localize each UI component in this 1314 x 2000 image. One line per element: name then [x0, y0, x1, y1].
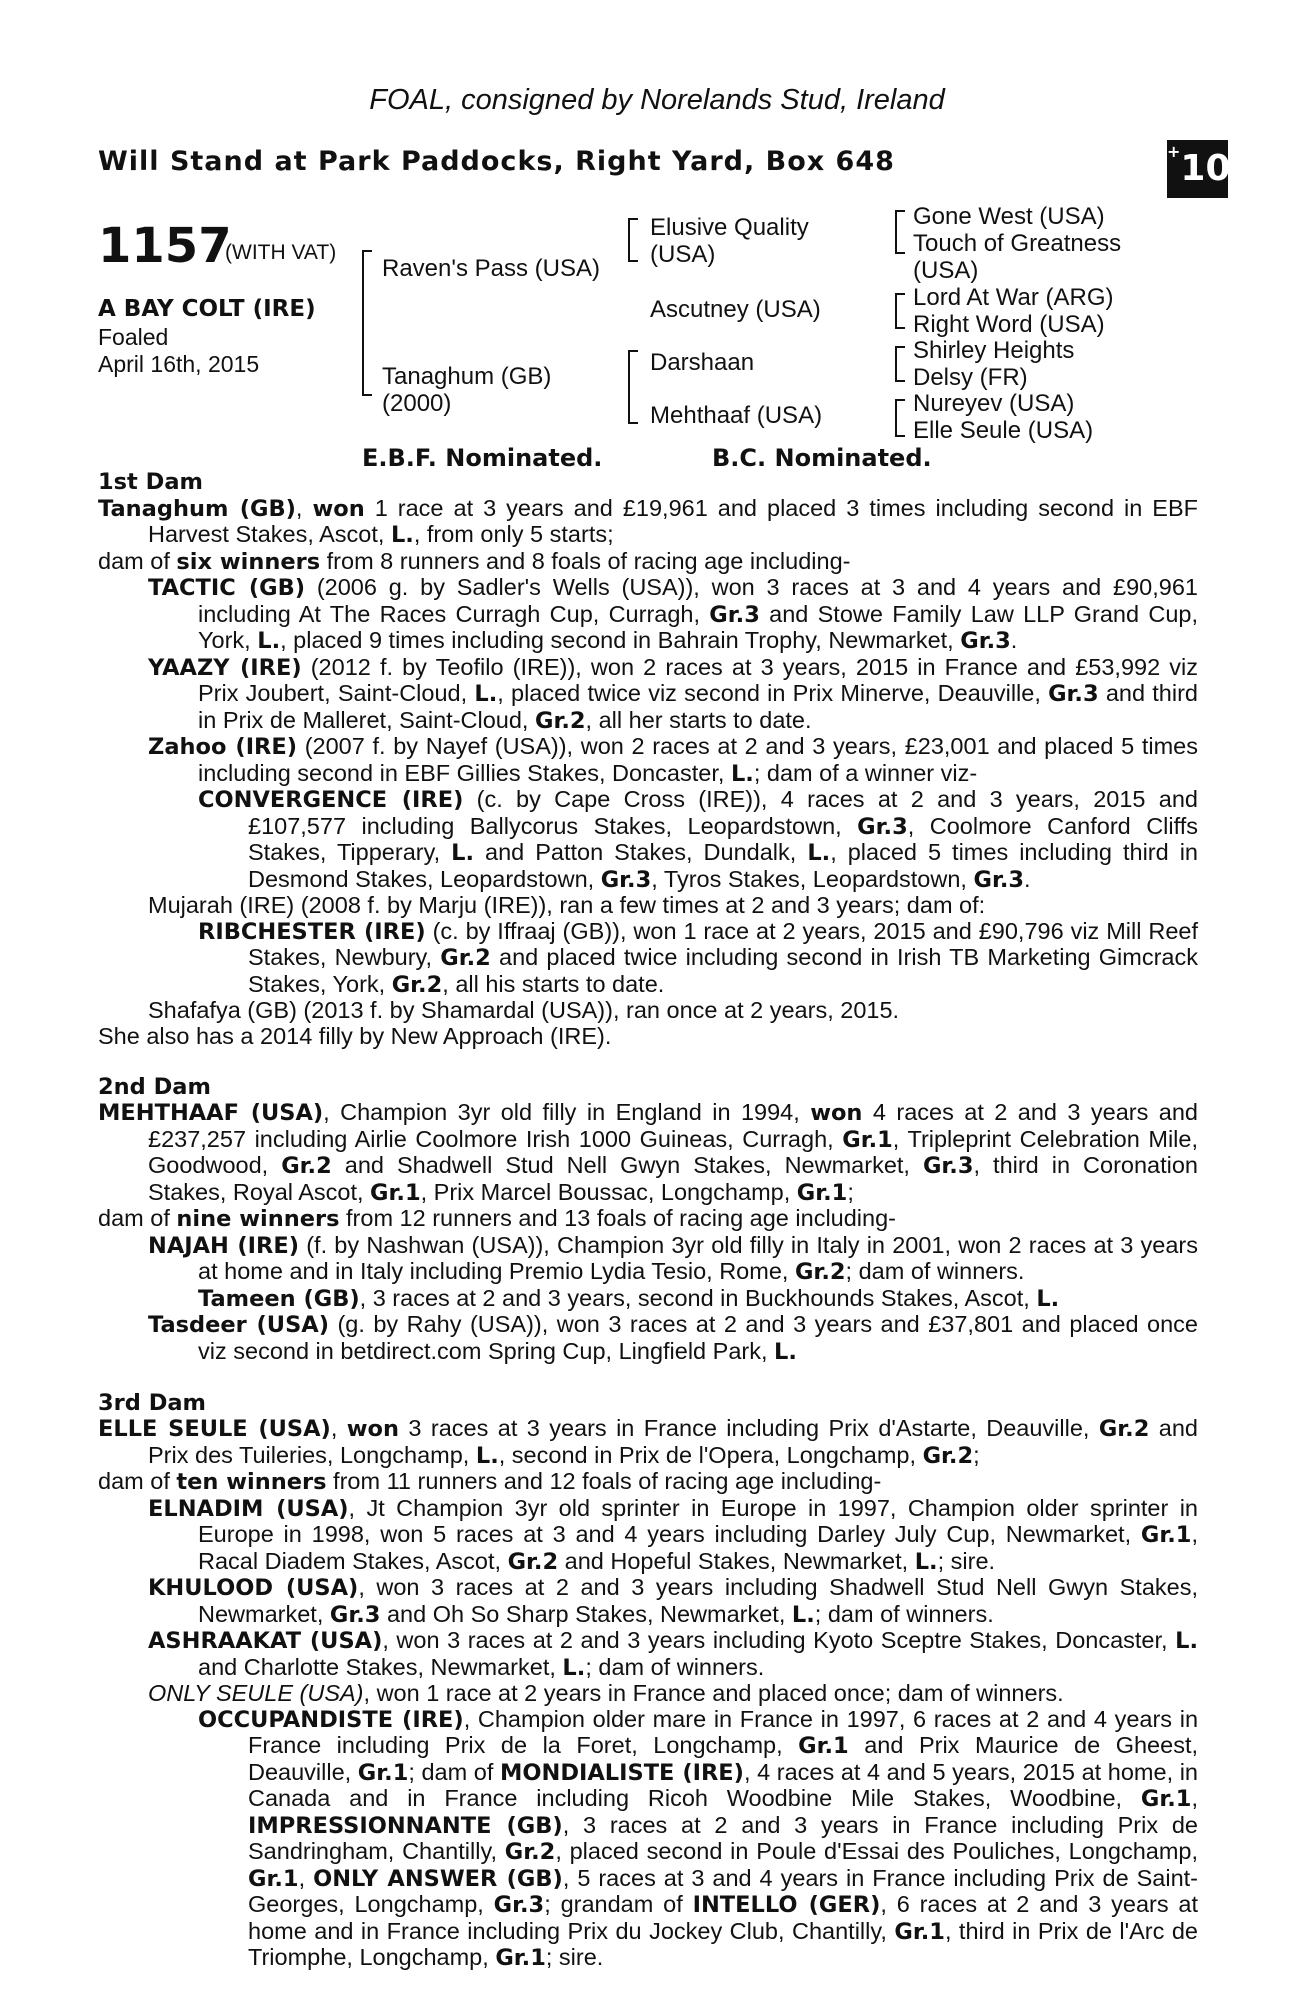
- second-dam-entry: MEHTHAAF (USA), Champion 3yr old filly in England in 1994, won 4 races at 2 and 3 years and £237,257 including Airlie Coolmore Irish 1000 Guineas, Curragh, Gr.1, Tripleprint Celebration Mile, Goodwood, Gr.2 and Shadwell Stud Nell Gwyn Stakes, Newmarket, Gr.3, third in Coronation Stakes, Royal Ascot, Gr.1, Prix Marcel Boussac, Longchamp, Gr.1;: [98, 1099, 1199, 1206]
- pedigree-g4: Right Word (USA): [913, 311, 1105, 338]
- progeny-only-seule: ONLY SEULE (USA), won 1 race at 2 years in France and placed once; dam of winners.: [148, 1680, 1064, 1706]
- progeny-najah: NAJAH (IRE) (f. by Nashwan (USA)), Champion 3yr old filly in Italy in 2001, won 2 races at 3 years at home and in Italy including Premio Lydia Tesio, Rome, Gr.2; dam of winners.: [148, 1231, 1199, 1285]
- consignor-line: FOAL, consigned by Norelands Stud, Ireland: [369, 84, 945, 116]
- second-dam-produce: dam of nine winners from 12 runners and 13 foals of racing age including-: [98, 1205, 896, 1232]
- foaled-date: April 16th, 2015: [98, 351, 260, 377]
- pedigree-brace: [628, 218, 638, 262]
- second-dam-heading: 2nd Dam: [98, 1073, 211, 1100]
- third-dam-heading: 3rd Dam: [98, 1389, 206, 1416]
- first-dam-produce: dam of six winners from 8 runners and 8 foals of racing age including-: [98, 547, 851, 575]
- pedigree-brace: [895, 210, 905, 254]
- progeny-occupandiste: OCCUPANDISTE (IRE), Champion older mare in France in 1997, 6 races at 2 and 4 years in France including Prix de la Foret, Longchamp, Gr.1 and Prix Maurice de Gheest, Deauville, Gr.1; dam of MONDIALISTE (IRE), 4 races at 4 and 5 years, 2015 at home, in Canada and in France including Ricoh Woodbine Mile Stakes, Woodbine, Gr.1, IMPRESSIONNANTE (GB), 3 races at 2 and 3 years in France including Prix de Sandringham, Chantilly, Gr.2, placed second in Poule d'Essai des Pouliches, Longchamp, Gr.1, ONLY ANSWER (GB), 5 races at 3 and 4 years in France including Prix de Saint-Georges, Longchamp, Gr.3; grandam of INTELLO (GER), 6 races at 2 and 3 years at home and in France including Prix du Jockey Club, Chantilly, Gr.1, third in Prix de l'Arc de Triomphe, Longchamp, Gr.1; sire.: [198, 1705, 1199, 1971]
- progeny-ashraakat: ASHRAAKAT (USA), won 3 races at 2 and 3 years including Kyoto Sceptre Stakes, Doncaster, L. and Charlotte Stakes, Newmarket, L.; dam of winners.: [148, 1627, 1198, 1681]
- pedigree-dam: Tanaghum (GB) (2000): [382, 363, 552, 417]
- progeny-tactic: TACTIC (GB) (2006 g. by Sadler's Wells (USA)), won 3 races at 3 and 4 years and £90,961 including At The Races Curragh Cup, Curragh, Gr.3 and Stowe Family Law LLP Grand Cup, York, L., placed 9 times including second in Bahrain Trophy, Newmarket, Gr.3.: [148, 574, 1198, 654]
- third-dam-produce: dam of ten winners from 11 runners and 12 foals of racing age including-: [98, 1468, 882, 1495]
- bc-nominated: B.C. Nominated.: [712, 444, 932, 472]
- third-dam-entry: ELLE SEULE (USA), won 3 races at 3 years in France including Prix d'Astarte, Deauville, Gr.2 and Prix des Tuileries, Longchamp, L., second in Prix de l'Opera, Longchamp, Gr.2;: [98, 1415, 1198, 1469]
- progeny-ribchester: RIBCHESTER (IRE) (c. by Iffraaj (GB)), won 1 race at 2 years, 2015 and £90,796 viz Mill Reef Stakes, Newbury, Gr.2 and placed twice including second in Irish TB Marketing Gimcrack Stakes, York, Gr.2, all his starts to date.: [198, 917, 1198, 998]
- pedigree-g5: Shirley Heights: [913, 337, 1075, 364]
- progeny-convergence: CONVERGENCE (IRE) (c. by Cape Cross (IRE)), 4 races at 2 and 3 years, 2015 and £107,577 including Ballycorus Stakes, Leopardstown, Gr.3, Coolmore Canford Cliffs Stakes, Tipperary, L. and Patton Stakes, Dundalk, L., placed 5 times including third in Desmond Stakes, Leopardstown, Gr.3, Tyros Stakes, Leopardstown, Gr.3.: [198, 786, 1199, 893]
- pedigree-dam-dam: Mehthaaf (USA): [650, 402, 823, 429]
- pedigree-g8: Elle Seule (USA): [913, 417, 1094, 444]
- pedigree-g6: Delsy (FR): [913, 364, 1028, 391]
- progeny-yaazy: YAAZY (IRE) (2012 f. by Teofilo (IRE)), won 2 races at 3 years, 2015 in France and £53,992 viz Prix Joubert, Saint-Cloud, L., placed twice viz second in Prix Minerve, Deauville, Gr.3 and third in Prix de Malleret, Saint-Cloud, Gr.2, all her starts to date.: [148, 653, 1198, 734]
- vat-label: (WITH VAT): [225, 241, 337, 264]
- stand-location: Will Stand at Park Paddocks, Right Yard, Box 648: [98, 146, 895, 177]
- pedigree-dam-sire: Darshaan: [650, 349, 755, 376]
- ebf-nominated: E.B.F. Nominated.: [362, 444, 603, 472]
- pedigree-sire: Raven's Pass (USA): [382, 255, 600, 282]
- pedigree-brace: [895, 346, 905, 382]
- pedigree-sire-sire: Elusive Quality (USA): [650, 214, 809, 268]
- pedigree-g3: Lord At War (ARG): [913, 284, 1114, 311]
- pedigree-g7: Nureyev (USA): [913, 390, 1075, 417]
- badge-number: 10: [1180, 148, 1231, 189]
- pedigree-brace: [895, 399, 905, 437]
- progeny-tameen: Tameen (GB), 3 races at 2 and 3 years, second in Buckhounds Stakes, Ascot, L.: [198, 1284, 1060, 1312]
- pedigree-g2: Touch of Greatness (USA): [913, 230, 1122, 284]
- lot-number: 1157: [98, 218, 232, 274]
- progeny-khulood: KHULOOD (USA), won 3 races at 2 and 3 years including Shadwell Stud Nell Gwyn Stakes, Newmarket, Gr.3 and Oh So Sharp Stakes, Newmarket, L.; dam of winners.: [148, 1574, 1198, 1628]
- pedigree-sire-dam: Ascutney (USA): [650, 296, 821, 323]
- pedigree-brace: [362, 250, 372, 396]
- pedigree-brace: [895, 293, 905, 329]
- progeny-zahoo: Zahoo (IRE) (2007 f. by Nayef (USA)), won 2 races at 2 and 3 years, £23,001 and placed 5 times including second in EBF Gillies Stakes, Doncaster, L.; dam of a winner viz-: [148, 733, 1198, 787]
- progeny-elnadim: ELNADIM (USA), Jt Champion 3yr old sprinter in Europe in 1997, Champion older sprinter in Europe in 1998, won 5 races at 3 and 4 years including Darley July Cup, Newmarket, Gr.1, Racal Diadem Stakes, Ascot, Gr.2 and Hopeful Stakes, Newmarket, L.; sire.: [148, 1494, 1199, 1575]
- first-dam-also: She also has a 2014 filly by New Approach (IRE).: [98, 1022, 612, 1049]
- lot-title: A BAY COLT (IRE): [98, 296, 316, 322]
- catalogue-body: [98, 470, 1198, 1972]
- first-dam-heading: 1st Dam: [98, 469, 203, 495]
- progeny-shafafya: Shafafya (GB) (2013 f. by Shamardal (USA)), ran once at 2 years, 2015.: [148, 997, 900, 1023]
- pedigree-brace: [628, 350, 638, 424]
- progeny-tasdeer: Tasdeer (USA) (g. by Rahy (USA)), won 3 races at 2 and 3 years and £37,801 and placed once viz second in betdirect.com Spring Cup, Lingfield Park, L.: [148, 1311, 1198, 1365]
- first-dam-entry: Tanaghum (GB), won 1 race at 3 years and £19,961 and placed 3 times including second in EBF Harvest Stakes, Ascot, L., from only 5 starts;: [98, 494, 1199, 548]
- value-badge: [1167, 140, 1231, 198]
- foaled-label: Foaled: [98, 324, 169, 350]
- badge-mark: +: [1167, 142, 1181, 161]
- pedigree-g1: Gone West (USA): [913, 203, 1105, 230]
- progeny-mujarah: Mujarah (IRE) (2008 f. by Marju (IRE)), ran a few times at 2 and 3 years; dam of:: [148, 892, 986, 918]
